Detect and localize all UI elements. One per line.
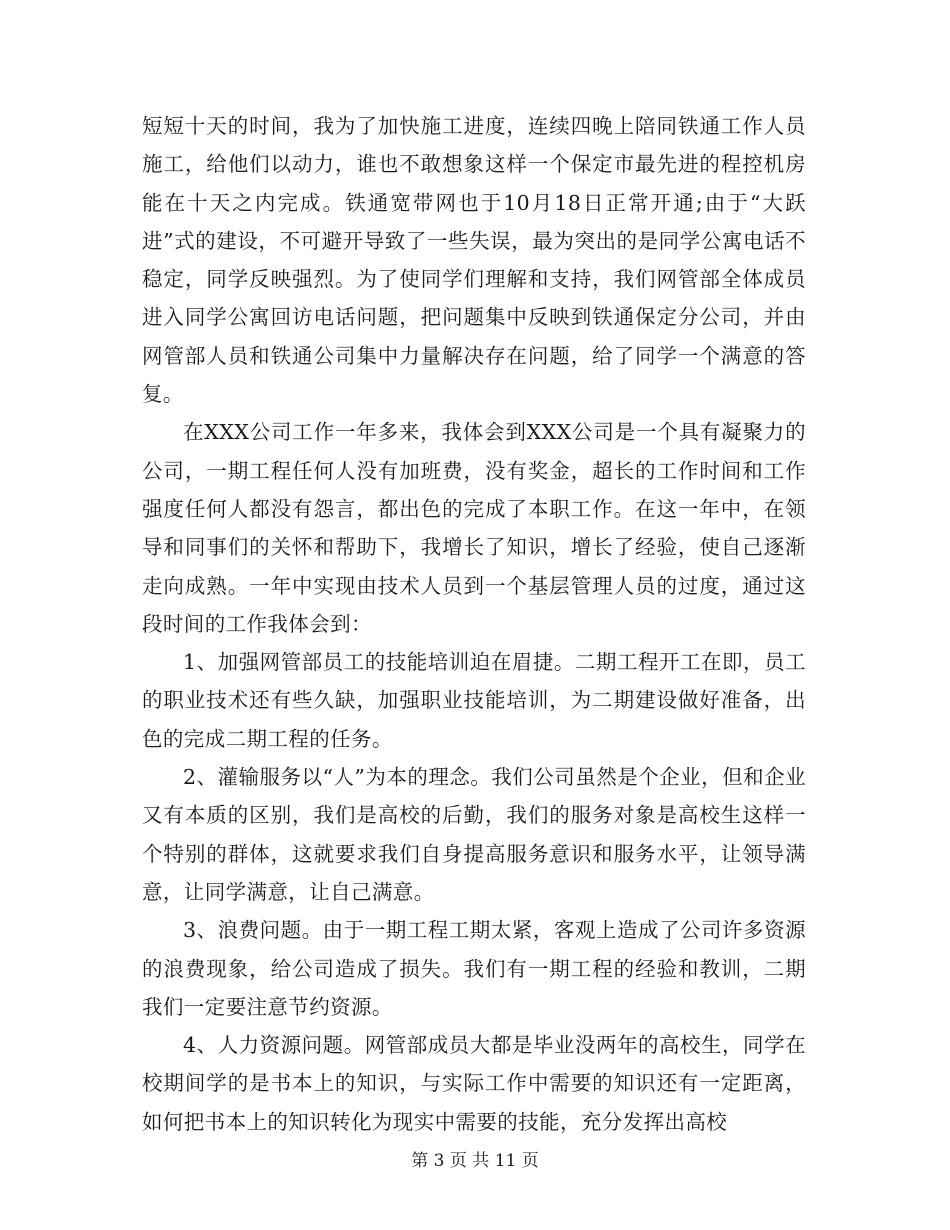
document-body: [142, 107, 806, 1141]
page-footer: [0, 1149, 950, 1173]
paragraph-4: 2、灌输服务以“人”为本的理念。我们公司虽然是个企业，但和企业又有本质的区别，我们是高校的后勤，我们的服务对象是高校生这样一个特别的群体，这就要求我们自身提高服务意识和服务水平，让领导满意，让同学满意，让自己满意。: [142, 765, 806, 904]
paragraph-5: 3、浪费问题。由于一期工程工期太紧，客观上造成了公司许多资源的浪费现象，给公司造成了损失。我们有一期工程的经验和教训，二期我们一定要注意节约资源。: [142, 918, 806, 1019]
paragraph-1: 短短十天的时间，我为了加快施工进度，连续四晚上陪同铁通工作人员施工，给他们以动力，谁也不敢想象这样一个保定市最先进的程控机房能在十天之内完成。铁通宽带网也于10月18日正常开通;由于“大跃进”式的建设，不可避开导致了一些失误，最为突出的是同学公寓电话不稳定，同学反映强烈。为了使同学们理解和支持，我们网管部全体成员进入同学公寓回访电话问题，把问题集中反映到铁通保定分公司，并由网管部人员和铁通公司集中力量解决存在问题，给了同学一个满意的答复。: [142, 114, 806, 407]
paragraph-2: 在XXX公司工作一年多来，我体会到XXX公司是一个具有凝聚力的公司，一期工程任何人没有加班费，没有奖金，超长的工作时间和工作强度任何人都没有怨言，都出色的完成了本职工作。在这一年中，在领导和同事们的关怀和帮助下，我增长了知识，增长了经验，使自己逐渐走向成熟。一年中实现由技术人员到一个基层管理人员的过度，通过这段时间的工作我体会到：: [142, 420, 806, 636]
paragraph-3: 1、加强网管部员工的技能培训迫在眉捷。二期工程开工在即，员工的职业技术还有些久缺，加强职业技能培训，为二期建设做好准备，出色的完成二期工程的任务。: [142, 650, 806, 751]
page-number-label: 第 3 页 共 11 页: [411, 1151, 539, 1171]
paragraph-6: 4、人力资源问题。网管部成员大都是毕业没两年的高校生，同学在校期间学的是书本上的知识，与实际工作中需要的知识还有一定距离，如何把书本上的知识转化为现实中需要的技能，充分发挥出高校: [142, 1033, 806, 1134]
